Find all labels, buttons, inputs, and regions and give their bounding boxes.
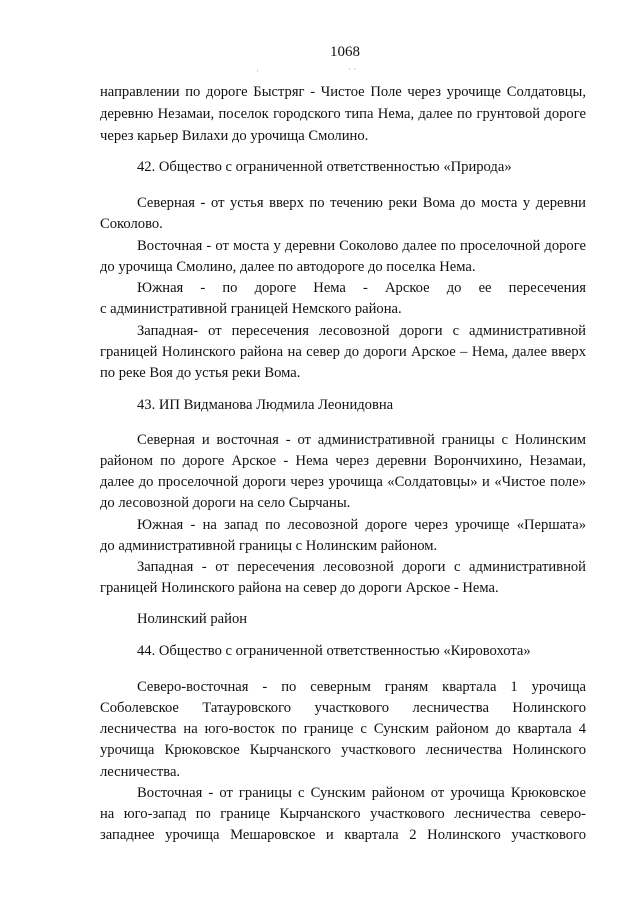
text-line: урочища Крюковское Кырчанского участкового лесничества Нолинского [100, 742, 586, 758]
text-line: деревню Незамаи, поселок городского типа Нема, далее по грунтовой дороге [100, 106, 586, 122]
section-heading: 43. ИП Видманова Людмила Леонидовна [137, 397, 394, 413]
text-line: до лесовозной дороги на село Сырчаны. [100, 495, 351, 511]
scan-mark: · [256, 66, 259, 76]
text-line: через карьер Вилахи до урочища Смолино. [100, 128, 369, 144]
text-line: Северная и восточная - от административной границы с Нолинским [137, 432, 586, 448]
text-line: Западная - от пересечения лесовозной дороги с административной [137, 559, 586, 575]
section-heading: 44. Общество с ограниченной ответственностью «Кировохота» [137, 643, 531, 659]
text-line: на юго-запад по границе Кырчанского участкового лесничества северо- [100, 806, 586, 822]
text-line: границей Нолинского района на север до дороги Арское - Нема. [100, 580, 499, 596]
text-line: далее до проселочной дороги через урочища «Солдатовцы» и «Чистое поле» [100, 474, 586, 490]
text-line: Восточная - от моста у деревни Соколово далее по проселочной дороге [137, 238, 586, 254]
text-line: районом по дороге Арское - Нема через деревни Ворончихино, Незамаи, [100, 453, 586, 469]
text-line: Северо-восточная - по северным граням квартала 1 урочища [137, 679, 586, 695]
text-line: западнее урочища Мешаровское и квартала 2 Нолинского участкового [100, 827, 586, 843]
text-line: лесничества. [100, 764, 181, 780]
section-heading: 42. Общество с ограниченной ответственностью «Природа» [137, 159, 512, 175]
district-heading: Нолинский район [137, 611, 248, 627]
text-line: Восточная - от границы с Сунским районом от урочища Крюковское [137, 785, 586, 801]
text-line: границей Нолинского района на север до дороги Арское – Нема, далее вверх [100, 344, 586, 360]
text-line: до административной границы с Нолинским районом. [100, 538, 438, 554]
text-line: лесничества на юго-восток по границе с Сунским районом до квартала 4 [100, 721, 586, 737]
text-line: до урочища Смолино, далее по автодороге до поселка Нема. [100, 259, 476, 275]
text-line: с административной границей Немского района. [100, 301, 402, 317]
page-number: 1068 [330, 44, 360, 60]
text-line: Северная - от устья вверх по течению реки Вома до моста у деревни [137, 195, 586, 211]
text-line: по реке Воя до устья реки Вома. [100, 365, 301, 381]
text-line: Соколово. [100, 216, 163, 232]
text-line: Южная - на запад по лесовозной дороге через урочище «Першата» [137, 517, 586, 533]
text-line: Западная- от пересечения лесовозной дороги с административной [137, 323, 586, 339]
text-line: Южная - по дороге Нема - Арское до ее пересечения [137, 280, 586, 296]
scan-mark: · · [348, 64, 357, 74]
text-line: Соболевское Татауровского участкового лесничества Нолинского [100, 700, 586, 716]
text-line: направлении по дороге Быстряг - Чистое Поле через урочище Солдатовцы, [100, 84, 586, 100]
